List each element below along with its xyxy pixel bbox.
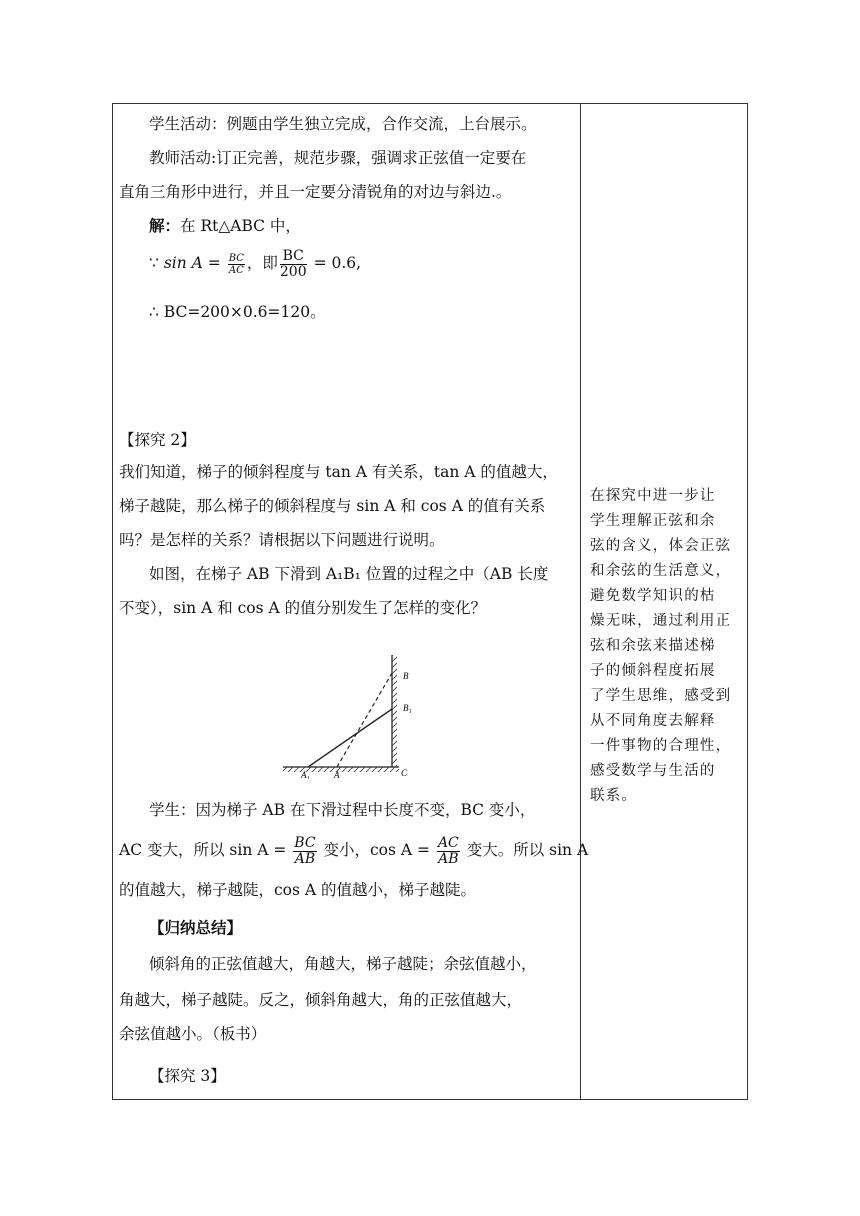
fraction-numerator: BC — [228, 252, 244, 264]
explore-2-line-4: 如图，在梯子 AB 下滑到 A₁B₁ 位置的过程之中（AB 长度 — [149, 565, 549, 583]
ladder-diagram — [279, 649, 469, 779]
student-answer-1: 学生：因为梯子 AB 在下滑过程中长度不变，BC 变小， — [149, 801, 536, 819]
fraction-numerator: BC — [294, 834, 316, 851]
side-note-line: 燥无味，通过利用正 — [590, 613, 732, 629]
student-activity: 学生活动：例题由学生独立完成，合作交流，上台展示。 — [149, 115, 537, 133]
wall-hatch — [392, 655, 397, 767]
side-note-line: 在探究中进一步让 — [590, 488, 716, 504]
fraction-denominator: AB — [294, 850, 316, 867]
lesson-table — [112, 103, 748, 1100]
ladder-ab-dashed — [337, 673, 392, 767]
solution-label: 解： — [149, 217, 181, 235]
equation-tail: = 0.6, — [313, 254, 362, 272]
fraction-bc-200 — [280, 249, 307, 280]
fraction-bc-ac — [228, 253, 245, 276]
equation-mid: ，即 — [246, 254, 278, 272]
student-answer-3: 的值越大，梯子越陡，cos A 的值越小，梯子越陡。 — [119, 881, 477, 899]
explore-2-line-1: 我们知道，梯子的倾斜程度与 tan A 有关系，tan A 的值越大， — [119, 463, 558, 481]
equation-sin — [149, 246, 361, 280]
side-note-line: 弦的含义，体会正弦 — [590, 538, 732, 554]
summary-line-2: 角越大，梯子越陡。反之，倾斜角越大，角的正弦值越大， — [119, 991, 523, 1009]
side-note-line: 学生理解正弦和余 — [590, 513, 716, 529]
fraction-denominator: AB — [438, 850, 459, 867]
side-note-line: 从不同角度去解释 — [590, 713, 716, 729]
side-note-line: 子的倾斜程度拓展 — [590, 663, 716, 679]
explore-3-title: 【探究 3】 — [149, 1067, 226, 1085]
answer-part-b: 变小，cos A = — [323, 841, 430, 859]
student-answer-2 — [119, 832, 588, 868]
answer-part-c: 变大。所以 sin A — [466, 841, 589, 859]
fraction-ac-ab — [437, 836, 460, 867]
answer-part-a: AC 变大，所以 sin A = — [119, 841, 287, 859]
explore-2-line-5: 不变），sin A 和 cos A 的值分别发生了怎样的变化？ — [119, 599, 487, 617]
explore-2-line-2: 梯子越陡，那么梯子的倾斜程度与 sin A 和 cos A 的值有关系 — [119, 497, 546, 515]
side-note-line: 了学生思维，感受到 — [590, 688, 732, 704]
explore-2-line-3: 吗？是怎样的关系？请根据以下问题进行说明。 — [119, 531, 445, 549]
ladder-a1b1 — [308, 709, 392, 767]
summary-title: 【归纳总结】 — [149, 919, 243, 937]
fraction-bc-ab — [293, 836, 316, 867]
fraction-numerator: BC — [280, 249, 307, 265]
explore-2-title: 【探究 2】 — [119, 431, 196, 449]
teacher-activity-2: 直角三角形中进行，并且一定要分清锐角的对边与斜边.。 — [119, 183, 512, 201]
label-b: B — [403, 671, 409, 681]
summary-line-3: 余弦值越小。（板书） — [119, 1025, 267, 1043]
column-divider — [580, 104, 581, 1099]
side-note-line: 弦和余弦来描述梯 — [590, 638, 716, 654]
because-symbol: ∵ — [149, 254, 159, 272]
side-note-line: 联系。 — [590, 788, 638, 804]
label-b1: B₁ — [403, 703, 412, 713]
side-note-line: 和余弦的生活意义， — [590, 563, 732, 579]
equation-result: ∴ BC=200×0.6=120。 — [149, 303, 326, 321]
side-note-line: 一件事物的合理性， — [590, 738, 732, 754]
label-a1: A₁ — [301, 770, 310, 779]
solution-line — [149, 216, 301, 236]
side-note-line: 感受数学与生活的 — [590, 763, 716, 779]
fraction-numerator: AC — [437, 834, 459, 851]
summary-line-1: 倾斜角的正弦值越大，角越大，梯子越陡；余弦值越小， — [149, 955, 537, 973]
fraction-denominator: 200 — [279, 263, 307, 280]
label-c: C — [401, 768, 408, 778]
fraction-denominator: AC — [228, 264, 244, 276]
teacher-activity-1: 教师活动:订正完善，规范步骤，强调求正弦值一定要在 — [149, 149, 527, 167]
solution-text: 在 Rt△ABC 中， — [180, 217, 301, 235]
label-a: A — [334, 770, 340, 779]
sin-a-label: sin A = — [163, 254, 221, 272]
side-note-line: 避免数学知识的枯 — [590, 588, 716, 604]
